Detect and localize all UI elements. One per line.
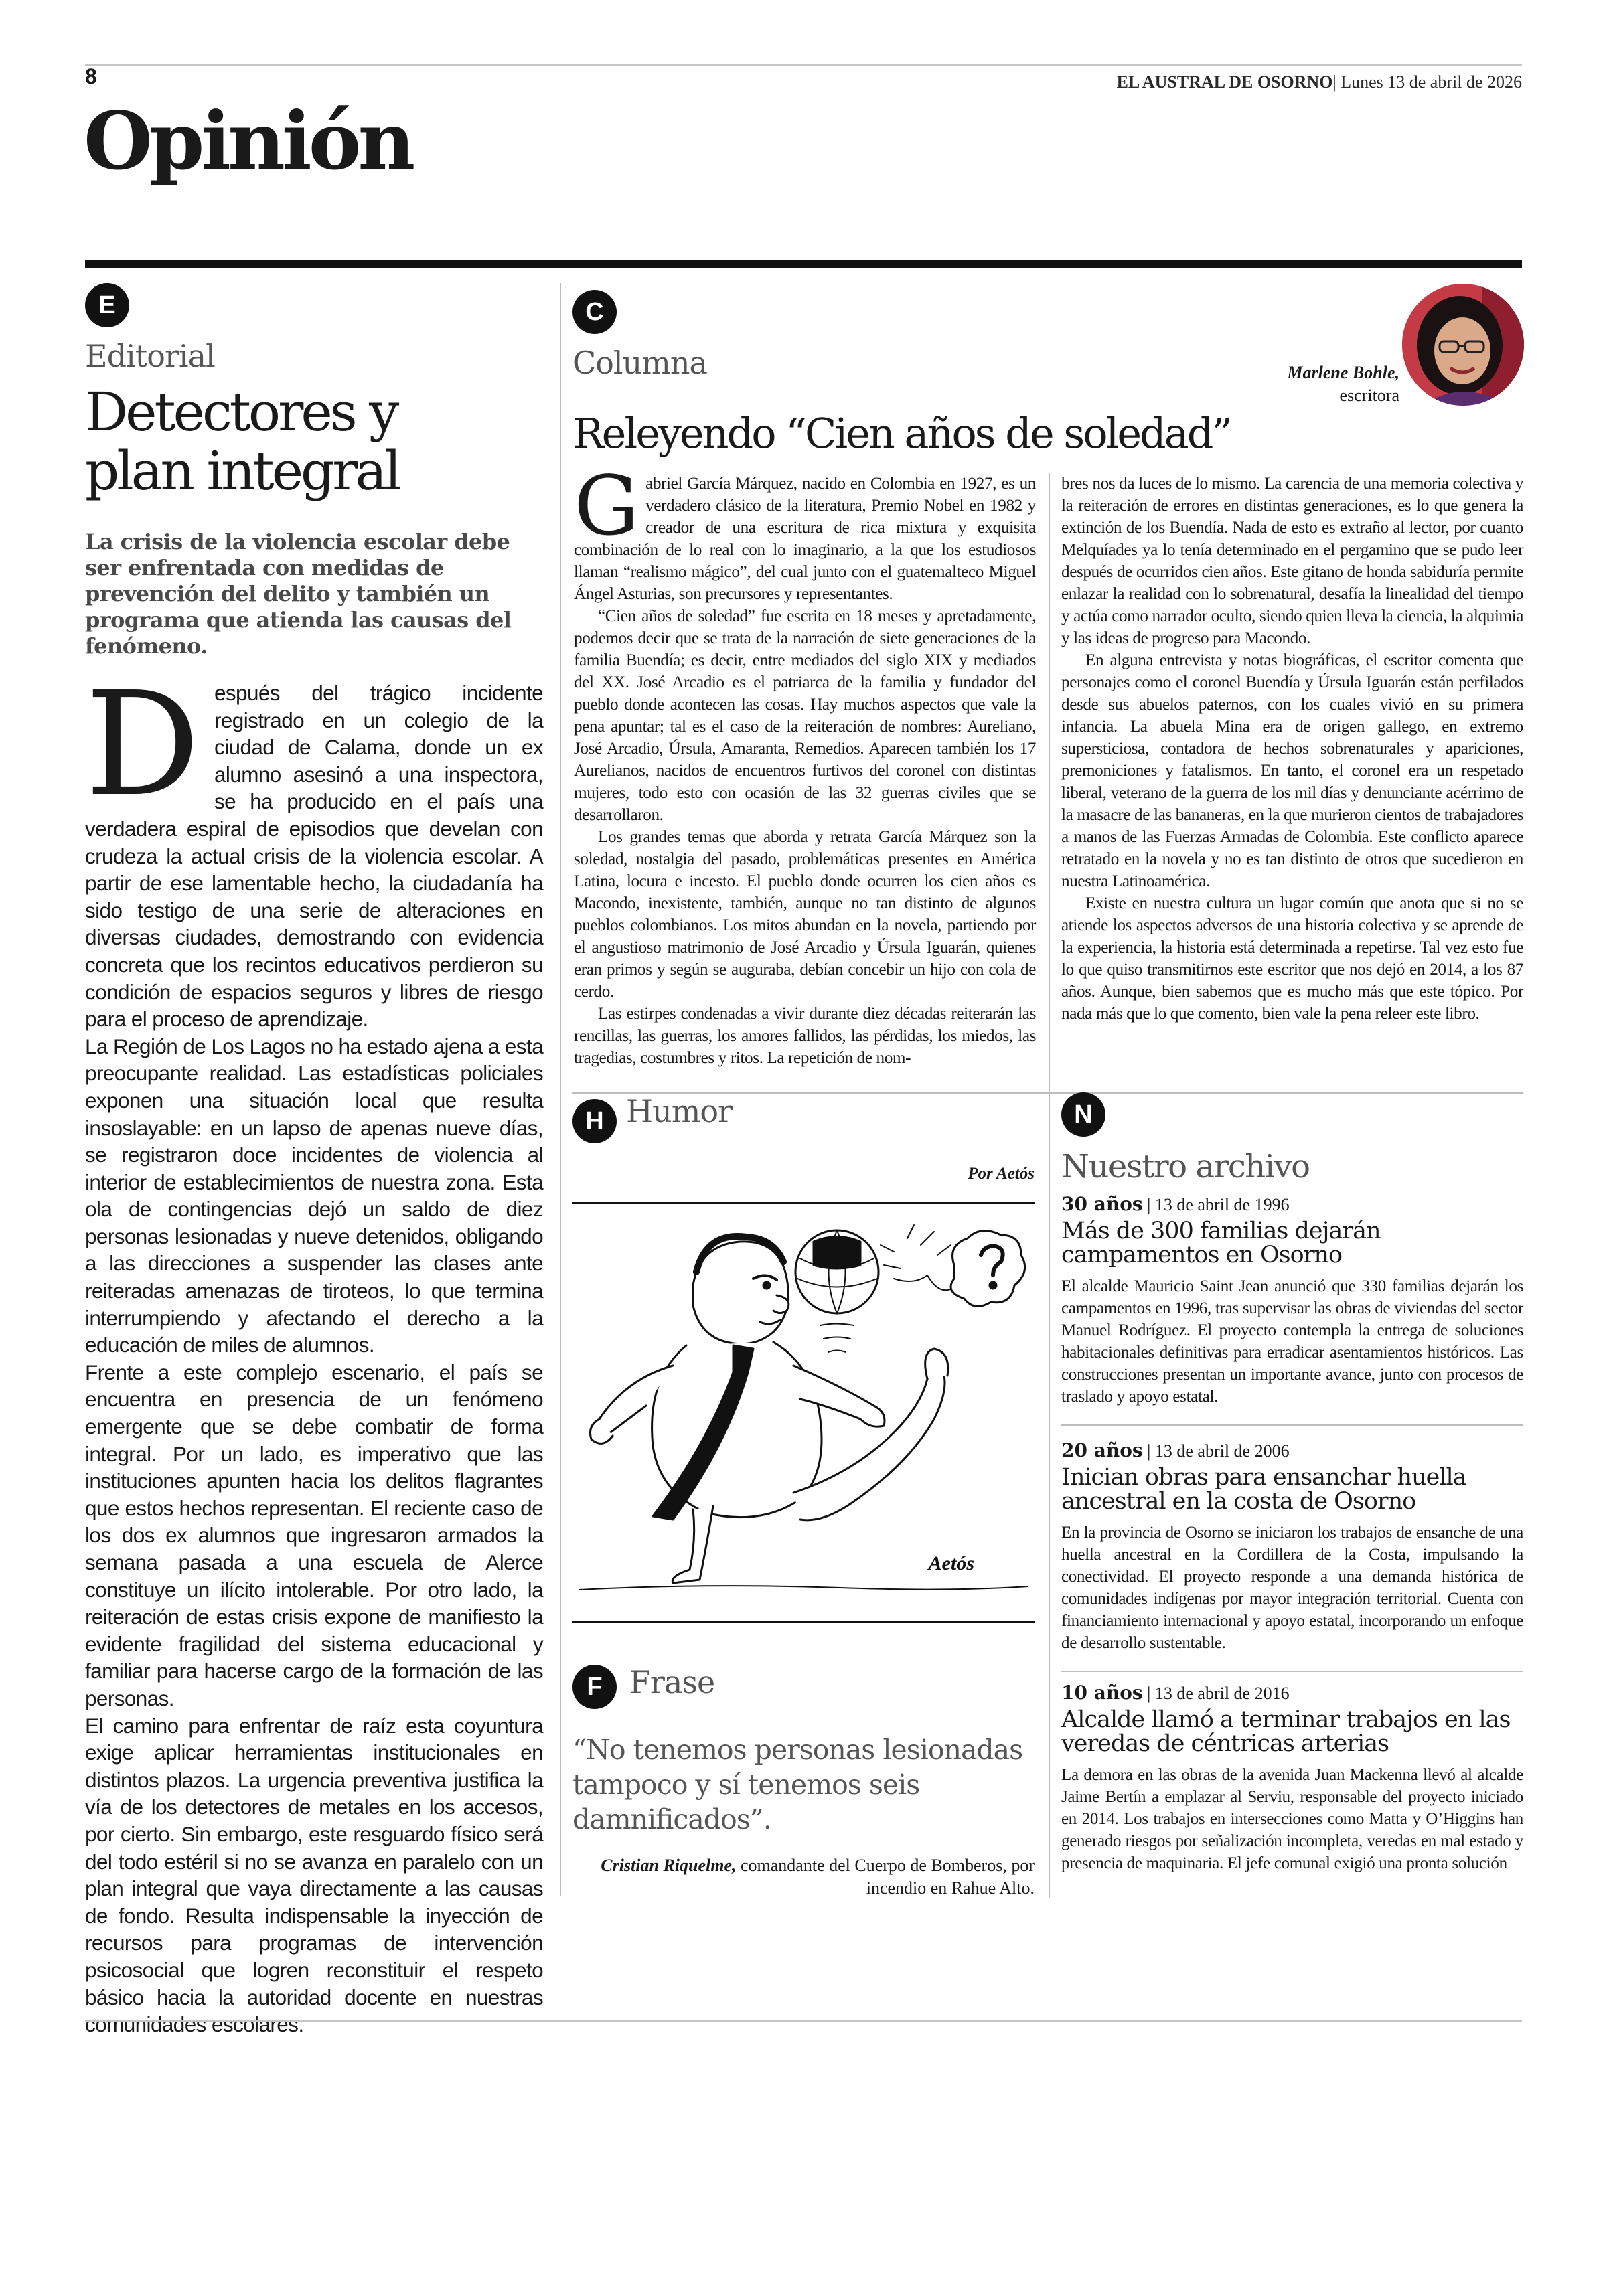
column-text-right bbox=[1061, 473, 1523, 1025]
humor-byline: Por Aetós bbox=[968, 1165, 1035, 1183]
archive-text: En la provincia de Osorno se iniciaron los trabajos de ensanche de una huella ancestral en la Cordillera de la Costa, impulsando la conectividad. El proyecto responde a una demanda histórica de comunidades indígenas por mayor integración territorial. Cuenta con financiamiento internacional y apoyo estatal, incorporando un enfoque de desarrollo sustentable. bbox=[1061, 1524, 1523, 1652]
archive-item bbox=[1061, 1439, 1523, 1654]
humor-kicker: Humor bbox=[626, 1093, 733, 1129]
frase-quote: “No tenemos personas lesionadas tampoco y sí tenemos seis damnificados”. bbox=[572, 1734, 1023, 1835]
archive-date-text: | 13 de abril de 1996 bbox=[1142, 1195, 1290, 1214]
editorial-paragraph: El camino para enfrentar de raíz esta coyuntura exige aplicar herramientas institucionales en distintos plazos. La urgencia preventiva justifica la vía de los detectores de metales en los accesos, por cierto. Sin embargo, este resguardo físico será del todo estéril si no se avanza en paralelo con un plan integral que vaya directamente a las causas de fondo. Resulta indispensable la inyección de recursos para programas de intervención psicosocial que logren reconstituir el respeto básico hacia la autoridad docente en nuestras comunidades escolares. bbox=[85, 1713, 543, 2037]
section-title: Opinión bbox=[84, 94, 412, 187]
archive-headline: Alcalde llamó a terminar trabajos en las veredas de céntricas arterias bbox=[1061, 1706, 1511, 1757]
archive-divider bbox=[1061, 1671, 1523, 1672]
archive-divider bbox=[1061, 1424, 1523, 1426]
archive-headline: Inician obras para ensanchar huella ancestral en la costa de Osorno bbox=[1061, 1464, 1466, 1515]
column-title: Releyendo “Cien años de soledad” bbox=[572, 409, 1231, 458]
footer-rule bbox=[85, 2020, 1522, 2022]
column-a1: abriel García Márquez, nacido en Colombia en 1927, es un verdadero clásico de la literatura, Premio Nobel en 1982 y creador de una escritura de rica mixtura y exquisita combinación de lo real con lo imaginario, a la que los estudiosos llaman “realismo mágico”, del cual junto con el guatemalteco Miguel Ángel Asturias, son precursores y representantes. bbox=[574, 475, 1036, 603]
editorial-paragraph: La Región de Los Lagos no ha estado ajena a esta preocupante realidad. Las estadísticas policiales exponen una situación local que resulta insoslayable: en un lapso de apenas nueve días, se registraron doce incidentes de violencia al interior de establecimientos de nuestra zona. Esta ola de contingencias dejó un saldo de diez personas lesionadas y nueve detenidos, obligando a las direcciones a suspender las clases ante reiteradas amenazas de tiroteos, lo que termina interrumpiendo y afectando el derecho a la educación de miles de alumnos. bbox=[85, 1034, 544, 1358]
cartoon-signature: Aetós bbox=[928, 1552, 974, 1574]
column-paragraph: Existe en nuestra cultura un lugar común que anota que si no se atiende los aspectos adversos de una historia colectiva y se aprende de la experiencia, la historia está determinada a repetirse. Tal vez esto fue lo que quiso transmitirnos este escritor que nos dejó en 2014, a los 87 años. Aunque, bien sabemos que es mucho más que este tópico. Por nada más que lo que comento, bien vale la pena releer este libro. bbox=[1061, 894, 1523, 1023]
humor-badge: H bbox=[572, 1099, 617, 1143]
author-avatar bbox=[1402, 284, 1524, 406]
archive-text: El alcalde Mauricio Saint Jean anunció que 330 familias dejarán los campamentos en 1996, tras supervisar las obras de viviendas del sector Manuel Rodríguez. El proyecto contempla la entrega de soluciones habitacionales definitivas para erradicar asentamientos históricos. Las construcciones presentan un importante avance, junto con procesos de traslado y apoyo estatal. bbox=[1061, 1277, 1523, 1406]
archive-item bbox=[1061, 1193, 1523, 1408]
frase-source bbox=[572, 1854, 1035, 1900]
column-paragraph bbox=[574, 459, 1036, 605]
editorial-lead: La crisis de la violencia escolar debe ser enfrentada con medidas de prevención del delito y también un programa que atienda las causas del fenómeno. bbox=[85, 529, 512, 659]
archive-date bbox=[1061, 1439, 1523, 1463]
masthead-date: | Lunes 13 de abril de 2026 bbox=[1332, 72, 1522, 92]
archive-kicker: Nuestro archivo bbox=[1061, 1148, 1310, 1185]
column-kicker: Columna bbox=[572, 345, 707, 381]
page-number: 8 bbox=[85, 64, 97, 88]
archive-date bbox=[1061, 1682, 1523, 1705]
cartoon-bottom-rule bbox=[572, 1621, 1035, 1623]
editorial-title-line2: plan integral bbox=[85, 440, 399, 502]
masthead-name: EL AUSTRAL DE OSORNO bbox=[1116, 72, 1333, 92]
archive-headline: Más de 300 familias dejarán campamentos en Osorno bbox=[1061, 1218, 1381, 1268]
header-rule bbox=[85, 64, 1522, 66]
column-text-left bbox=[574, 459, 1036, 1069]
archive-years: 20 años bbox=[1061, 1439, 1143, 1461]
column-paragraph: Los grandes temas que aborda y retrata García Márquez son la soledad, nostalgia del pasado, problemáticas presentes en América Latina, locura e incesto. El pueblo donde ocurren los cien años es Macondo, inexistente, también, aunque no tan distinto de algunos pueblos colombianos. Los mitos abundan en la novela, partiendo por el angustioso matrimonio de José Arcadio y Úrsula Iguarán, quienes eran primos y según se auguraba, debían concebir un hijo con cola de cerdo. bbox=[574, 828, 1036, 1001]
column-paragraph: Las estirpes condenadas a vivir durante diez décadas reiterarán las rencillas, las guerras, los amores fallidos, las pérdidas, los miedos, las tragedias, costumbres y ritos. La repetición de nom- bbox=[574, 1005, 1036, 1067]
cartoon-illustration bbox=[572, 1205, 1035, 1620]
masthead bbox=[1117, 72, 1522, 92]
archive-date bbox=[1061, 1193, 1523, 1216]
editorial-p1: espués del trágico incidente registrado en un colegio de la ciudad de Calama, donde un ex alumno asesinó a una inspectora, se ha producido en el país una verdadera espiral de episodios que develan con crudeza la actual crisis de la violencia escolar. A partir de ese lamentable hecho, la ciudadanía ha sido testigo de una serie de alteraciones en diversas ciudades, demostrando con evidencia concreta que los recintos educativos perdieron su condición de espacios seguros y libres de riesgo para el proceso de aprendizaje. bbox=[85, 681, 543, 1032]
column-dropcap: G bbox=[574, 459, 639, 554]
archive-years: 10 años bbox=[1061, 1682, 1143, 1704]
section-rule bbox=[85, 260, 1522, 268]
editorial-dropcap: D bbox=[85, 661, 200, 828]
editorial-title-line1: Detectores y bbox=[85, 381, 397, 443]
editorial-kicker: Editorial bbox=[85, 338, 215, 374]
editorial-badge: E bbox=[85, 283, 129, 327]
archive-text: La demora en las obras de la avenida Juan Mackenna llevó al alcalde Jaime Bertín a emplazar al Serviu, responsable del proyecto iniciado en 2014. Los trabajos en intersecciones como Matta y O’Higgins han generado riesgos por señalización incompleta, veredas en mal estado y presencia de maquinaria. El jefe comunal exigió una pronta solución bbox=[1061, 1766, 1523, 1872]
frase-kicker: Frase bbox=[629, 1664, 715, 1700]
editorial-title bbox=[85, 383, 554, 501]
column-paragraph: En alguna entrevista y notas biográficas, el escritor comenta que personajes como el coronel Buendía y Úrsula Iguarán están perfilados desde sus abuelos paternos, con los cuales vivió en su primera infancia. La abuela Mina era de origen gallego, en extremo supersticiosa, contadora de hechos sobrenaturales y apariciones, premoniciones y fatalismos. En tanto, el coronel era un respetado liberal, veterano de la guerra de los mil días y denunciante acérrimo de la masacre de las bananeras, en la que murieron cientos de trabajadores a manos de las Fuerzas Armadas de Colombia. Este conflicto aparece retratado en la novela y no es tan distinto de otros que sucedieron en nuestra Latinoamérica. bbox=[1061, 651, 1523, 890]
column-author-name: Marlene Bohle, bbox=[1287, 363, 1399, 382]
editorial-body bbox=[85, 661, 544, 2038]
column-divider bbox=[560, 283, 561, 1896]
frase-source-name: Cristian Riquelme, bbox=[601, 1856, 737, 1875]
archive-item bbox=[1061, 1682, 1523, 1874]
editorial-paragraph bbox=[85, 661, 543, 1033]
column-author-role: escritora bbox=[1339, 386, 1399, 405]
frase-badge: F bbox=[572, 1665, 617, 1709]
column-paragraph: “Cien años de soledad” fue escrita en 18 meses y apretadamente, podemos decir que se trata de la narración de siete generaciones de la familia Buendía; es decir, entre mediados del siglo XIX y mediados del XX. José Arcadio es el patriarca de la familia y fundador del pueblo donde acontecen las cosas. Hay muchos aspectos que vale la pena apuntar; tal es el caso de la reiteración de nombres: Aureliano, José Arcadio, Úrsula, Amaranta, Remedios. Aparecen también los 17 Aurelianos, nacidos de encuentros furtivos del coronel con distintas mujeres, todo esto con ocasión de las 32 guerras civiles que se desarrollaron. bbox=[574, 607, 1036, 824]
column-author bbox=[1287, 361, 1399, 407]
archive-badge: N bbox=[1061, 1092, 1105, 1137]
archive-years: 30 años bbox=[1061, 1193, 1143, 1215]
frase-source-desc: comandante del Cuerpo de Bomberos, por incendio en Rahue Alto. bbox=[736, 1856, 1035, 1898]
archive-date-text: | 13 de abril de 2006 bbox=[1142, 1441, 1290, 1461]
cartoon-top-rule bbox=[572, 1202, 1035, 1204]
editorial-paragraph: Frente a este complejo escenario, el país se encuentra en presencia de un fenómeno emergente que se debe combatir de forma integral. Por un lado, es imperativo que las instituciones apunten hacia los delitos flagrantes que estos hechos representan. El reciente caso de los dos ex alumnos que ingresaron armados la semana pasada a una escuela de Alerce constituye un ilícito intolerable. Por otro lado, la reiteración de estas crisis expone de manifiesto la evidente fragilidad del sistema educacional y familiar para hacerse cargo de la formación de las personas. bbox=[85, 1360, 543, 1710]
column-badge: C bbox=[572, 290, 617, 334]
author-portrait bbox=[1402, 284, 1524, 406]
column-divider bbox=[1049, 473, 1050, 1898]
archive-date-text: | 13 de abril de 2016 bbox=[1142, 1684, 1290, 1703]
column-paragraph: bres nos da luces de lo mismo. La carencia de una memoria colectiva y la reiteración de errores en distintas generaciones, es lo que genera la extinción de los Buendía. Nada de esto es extraño al lector, por cuanto Melquíades ya lo tenía determinado en el pergamino que se pudo leer después de ocurridos cien años. Este gitano de honda sabiduría permite enlazar la realidad con lo sobrenatural, desafía la linealidad del tiempo y actúa como narrador oculto, siendo quien lleva la ciencia, la alquimia y las ideas de progreso para Macondo. bbox=[1061, 475, 1523, 647]
